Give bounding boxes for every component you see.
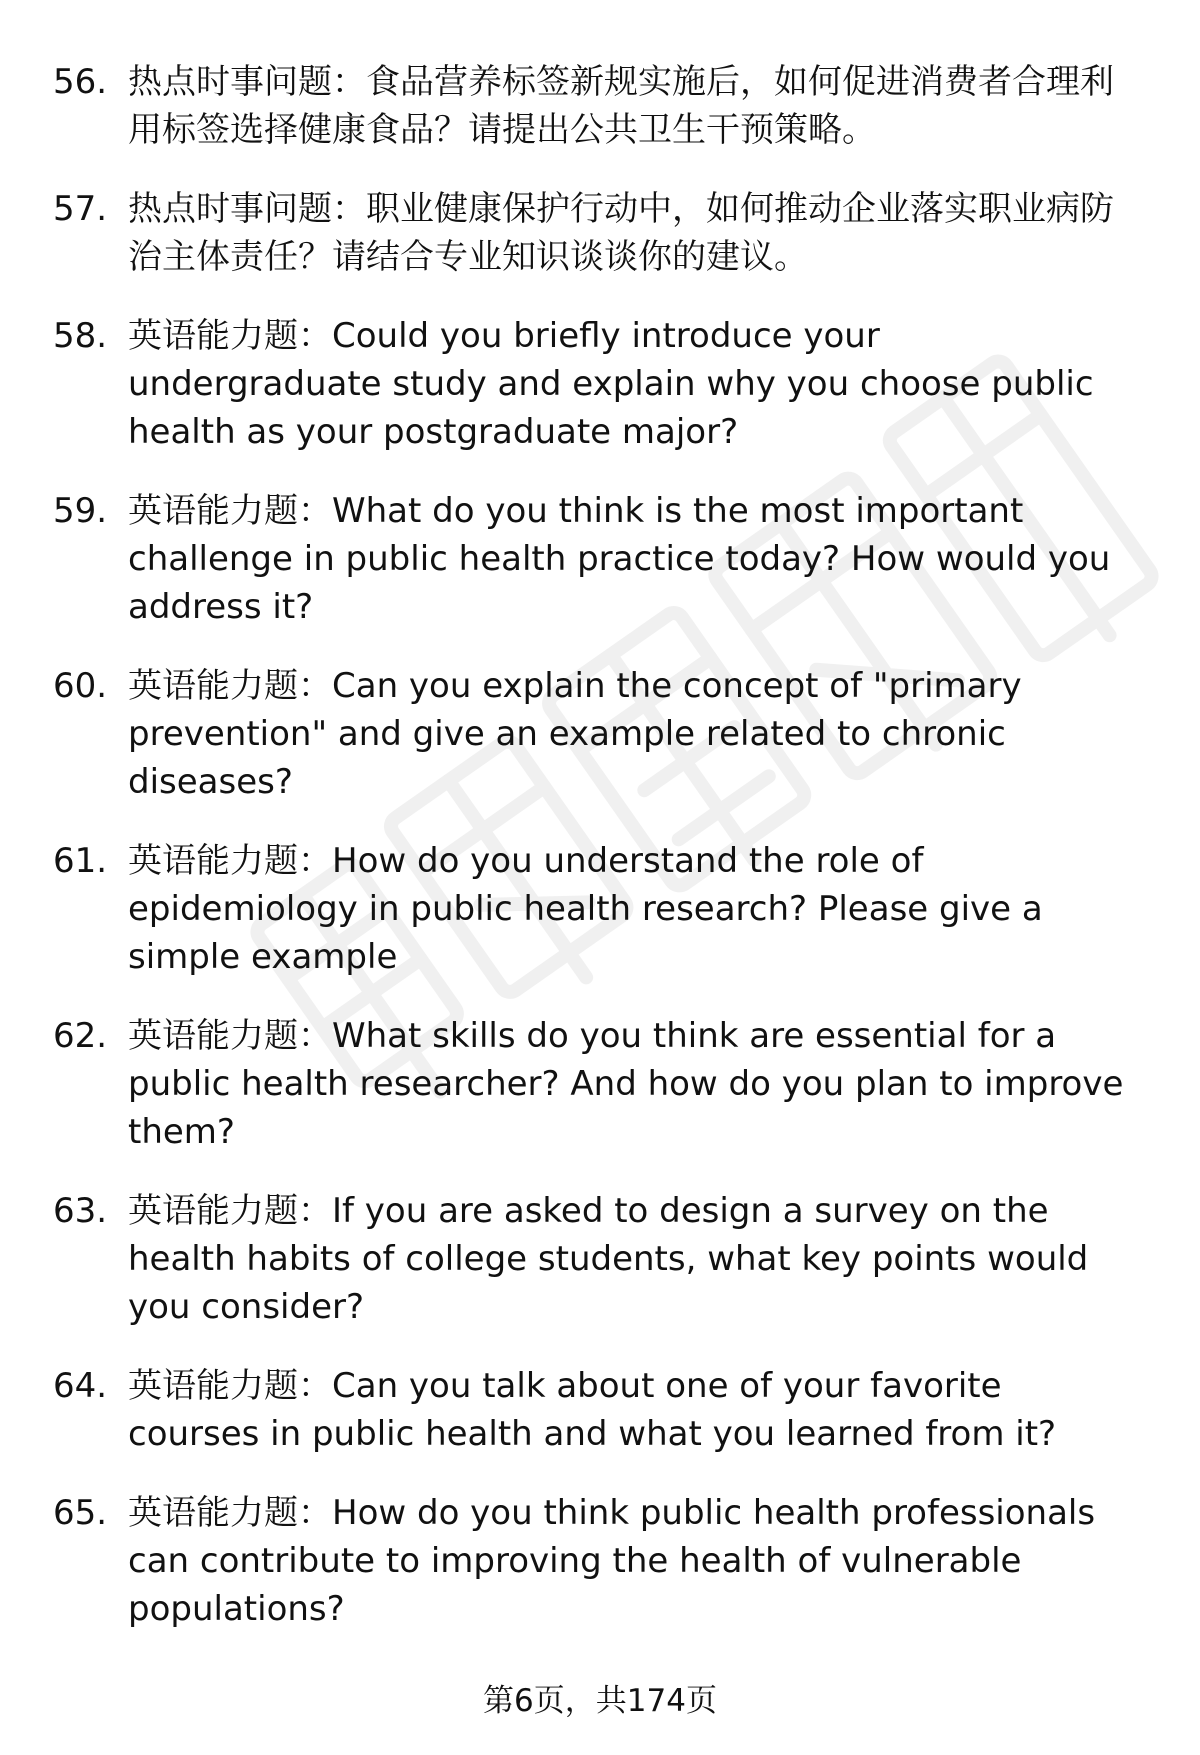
question-number: 58.	[53, 316, 108, 356]
page-footer	[0, 1681, 1200, 1721]
question-text: Could you briefly introduce your undergraduate study and explain why you choose public health as your postgraduate major?	[128, 316, 1094, 452]
question-category: 热点时事问题：	[128, 62, 366, 102]
question-category: 英语能力题：	[128, 1191, 332, 1231]
question-category: 英语能力题：	[128, 1016, 332, 1056]
question-item	[0, 185, 1200, 281]
question-number: 57.	[53, 189, 108, 229]
question-item	[0, 1187, 1200, 1331]
question-content	[128, 837, 1138, 981]
question-text: 职业健康保护行动中，如何推动企业落实职业病防治主体责任？请结合专业知识谈谈你的建议。	[128, 189, 1114, 277]
question-item	[0, 1362, 1200, 1458]
question-number: 65.	[53, 1493, 108, 1533]
question-category: 英语能力题：	[128, 316, 332, 356]
question-number: 63.	[53, 1191, 108, 1231]
question-item	[0, 487, 1200, 631]
question-content	[128, 1489, 1138, 1633]
question-text: Can you talk about one of your favorite courses in public health and what you learned from it?	[128, 1366, 1057, 1454]
question-text: What skills do you think are essential for a public health researcher? And how do you plan to improve them?	[128, 1016, 1124, 1152]
question-content	[128, 312, 1138, 456]
question-text: How do you understand the role of epidemiology in public health research? Please give a simple example	[128, 841, 1043, 977]
question-category: 英语能力题：	[128, 666, 332, 706]
question-item	[0, 837, 1200, 981]
question-content	[128, 1362, 1138, 1458]
question-category: 英语能力题：	[128, 1366, 332, 1406]
question-number: 59.	[53, 491, 108, 531]
question-content	[128, 662, 1138, 806]
question-content	[128, 1187, 1138, 1331]
question-item	[0, 1489, 1200, 1633]
question-item	[0, 1012, 1200, 1156]
question-text: Can you explain the concept of "primary prevention" and give an example related to chronic diseases?	[128, 666, 1022, 802]
question-item	[0, 662, 1200, 806]
question-text: 食品营养标签新规实施后，如何促进消费者合理利用标签选择健康食品？请提出公共卫生干预策略。	[128, 62, 1114, 150]
question-number: 64.	[53, 1366, 108, 1406]
page-number-label: 第6页，共174页	[483, 1683, 717, 1719]
question-text: If you are asked to design a survey on the health habits of college students, what key points would you consider?	[128, 1191, 1089, 1327]
question-text: How do you think public health professionals can contribute to improving the health of vulnerable populations?	[128, 1493, 1096, 1629]
question-content	[128, 1012, 1138, 1156]
question-content	[128, 487, 1138, 631]
question-number: 61.	[53, 841, 108, 881]
question-category: 英语能力题：	[128, 841, 332, 881]
question-list	[0, 58, 1200, 1664]
question-number: 62.	[53, 1016, 108, 1056]
question-category: 英语能力题：	[128, 1493, 332, 1533]
question-category: 英语能力题：	[128, 491, 332, 531]
question-item	[0, 58, 1200, 154]
question-number: 56.	[53, 62, 108, 102]
question-text: What do you think is the most important challenge in public health practice today? How would you address it?	[128, 491, 1111, 627]
question-category: 热点时事问题：	[128, 189, 366, 229]
question-content	[128, 58, 1138, 154]
question-content	[128, 185, 1138, 281]
question-item	[0, 312, 1200, 456]
question-number: 60.	[53, 666, 108, 706]
